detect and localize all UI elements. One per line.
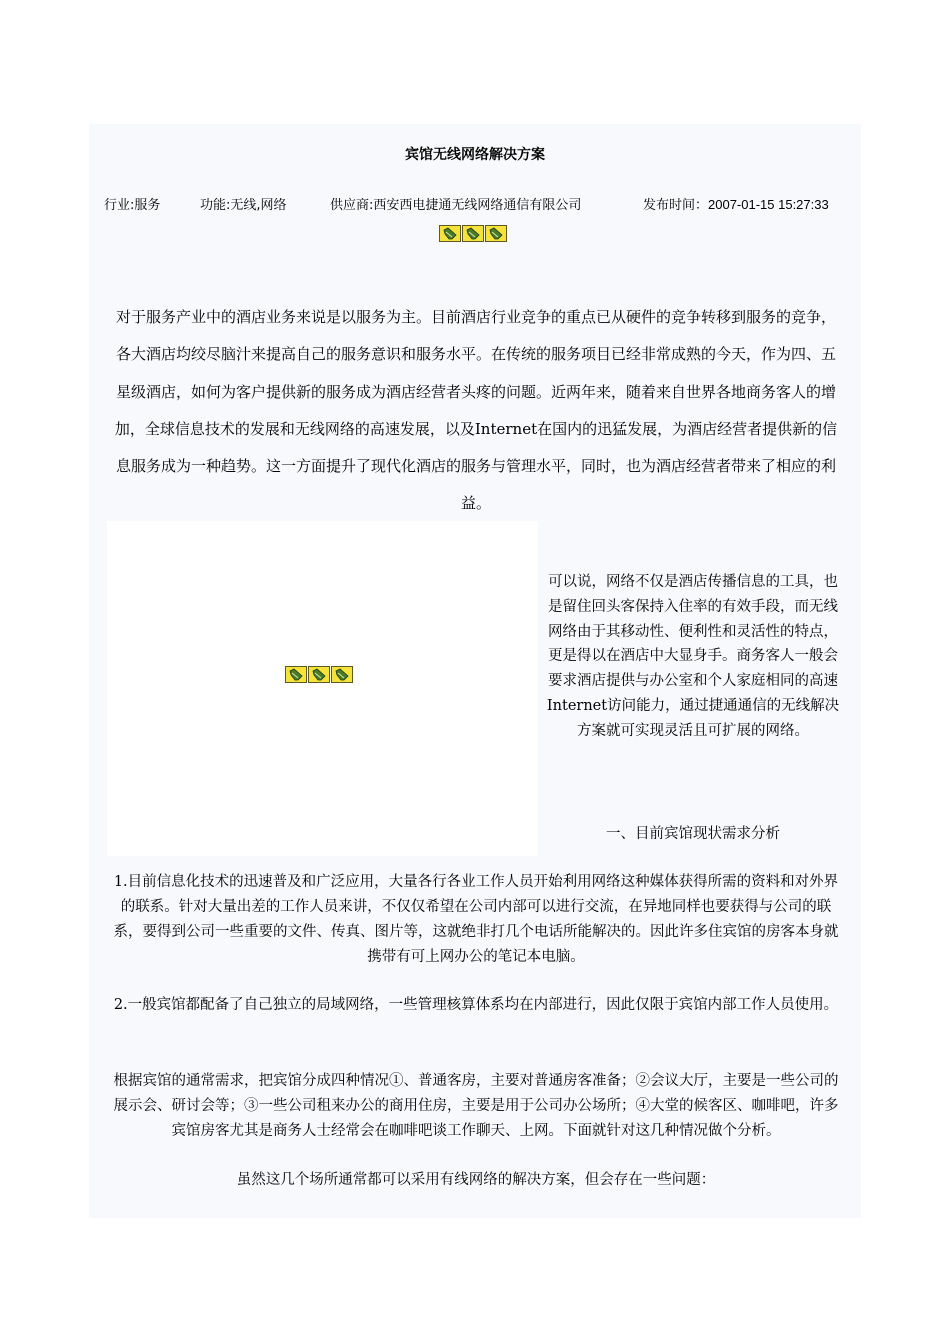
rating-star-icon	[462, 225, 484, 242]
page-title: 宾馆无线网络解决方案	[405, 147, 545, 163]
rating-star-icon	[308, 666, 330, 683]
image-placeholder-rating	[285, 666, 353, 683]
meta-publish-time: 发布时间：2007-01-15 15:27:33	[643, 197, 829, 212]
rating-star-icon	[439, 225, 461, 242]
section-heading: 一、目前宾馆现状需求分析	[606, 826, 780, 842]
meta-industry: 行业:服务	[104, 198, 161, 213]
intro-paragraph: 对于服务产业中的酒店业务来说是以服务为主。目前酒店行业竞争的重点已从硬件的竞争转移到服务的竞争，各大酒店均绞尽脑汁来提高自己的服务意识和服务水平。在传统的服务项目已经非常成熟的今天，作为四、五星级酒店，如何为客户提供新的服务成为酒店经营者头疼的问题。近两年来，随着来自世界各地商务客人的增加，全球信息技术的发展和无线网络的高速发展，以及Internet在国内的迅猛发展，为酒店经营者提供新的信息服务成为一种趋势。这一方面提升了现代化酒店的服务与管理水平，同时，也为酒店经营者带来了相应的利益。	[114, 308, 838, 513]
rating-star-icon	[485, 225, 507, 242]
side-paragraph: 可以说，网络不仅是酒店传播信息的工具，也是留住回头客保持入住率的有效手段，而无线网络由于其移动性、便利性和灵活性的特点，更是得以在酒店中大显身手。商务客人一般会要求酒店提供与办公室和个人家庭相同的高速Internet访问能力，通过捷通通信的无线解决方案就可实现灵活且可扩展的网络。	[546, 574, 840, 739]
paragraph-3: 根据宾馆的通常需求，把宾馆分成四种情况①、普通客房，主要对普通房客准备；②会议大厅，主要是一些公司的展示会、研讨会等；③一些公司租来办公的商用住房，主要是用于公司办公场所；④大堂的候客区、咖啡吧，许多宾馆房客尤其是商务人士经常会在咖啡吧谈工作聊天、上网。下面就针对这几种情况做个分析。	[113, 1073, 839, 1139]
paragraph-4: 虽然这几个场所通常都可以采用有线网络的解决方案，但会存在一些问题：	[236, 1172, 716, 1188]
rating-stars	[439, 225, 507, 242]
article-image	[107, 521, 538, 856]
article-meta	[89, 194, 861, 212]
rating-star-icon	[331, 666, 353, 683]
article-card	[89, 124, 861, 1218]
paragraph-2: 2.一般宾馆都配备了自己独立的局域网络，一些管理核算体系均在内部进行，因此仅限于宾馆内部工作人员使用。	[113, 997, 839, 1013]
rating-star-icon	[285, 666, 307, 683]
paragraph-1: 1.目前信息化技术的迅速普及和广泛应用，大量各行各业工作人员开始利用网络这种媒体获得所需的资料和对外界的联系。针对大量出差的工作人员来讲，不仅仅希望在公司内部可以进行交流，在异地同样也要获得与公司的联系，要得到公司一些重要的文件、传真、图片等，这就绝非打几个电话所能解决的。因此许多住宾馆的房客本身就携带有可上网办公的笔记本电脑。	[113, 874, 839, 965]
meta-supplier: 供应商:西安西电捷通无线网络通信有限公司	[330, 198, 582, 213]
meta-function: 功能:无线,网络	[200, 198, 287, 213]
